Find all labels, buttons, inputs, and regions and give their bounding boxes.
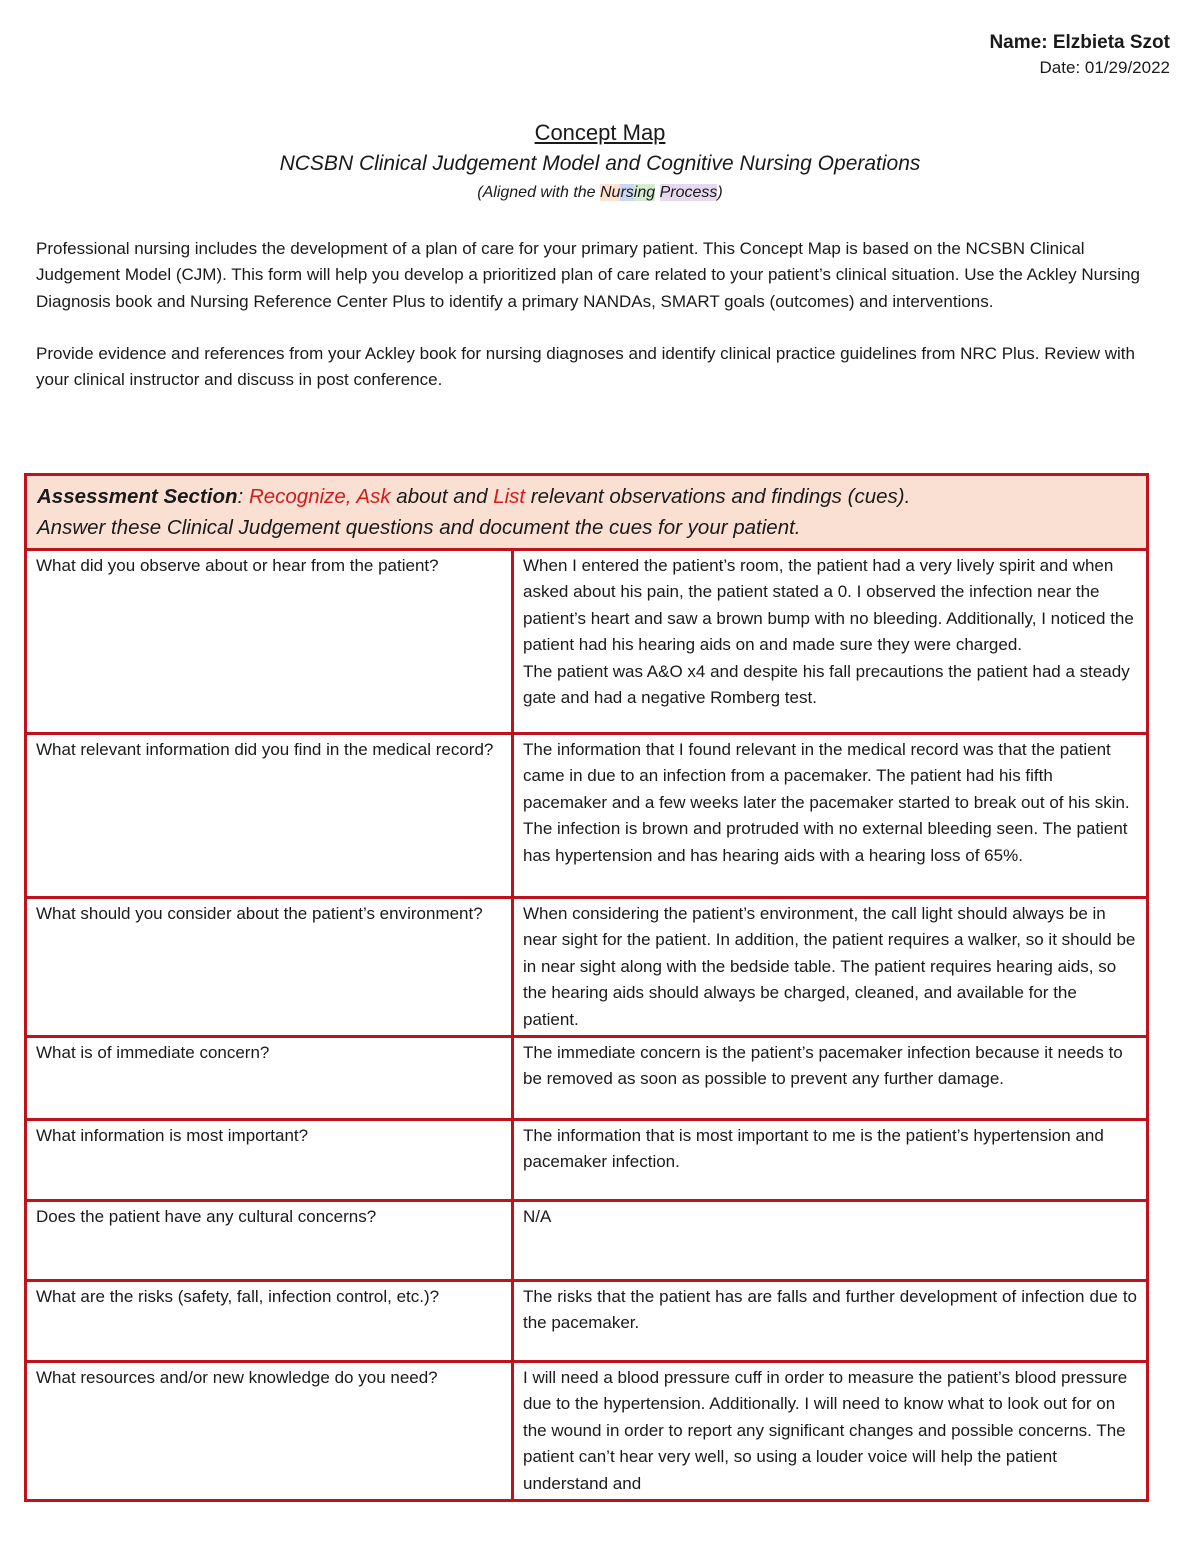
answer-cell[interactable]: [513, 898, 1148, 1037]
aligned-note: (Aligned with the Nursing Process): [477, 184, 723, 201]
answer-cell[interactable]: [513, 1362, 1148, 1501]
page-subtitle: NCSBN Clinical Judgement Model and Cognitive Nursing Operations: [279, 152, 921, 175]
question-cell: What should you consider about the patient’s environment?: [26, 898, 513, 1037]
question-cell: What information is most important?: [26, 1120, 513, 1201]
intro-paragraph: Professional nursing includes the development of a plan of care for your primary patient. This Concept Map is based on the NCSBN Clinical Judgement Model (CJM). This form will help you develop a prioritized plan of care related to your patient’s clinical situation. Use the Ackley Nursing Diagnosis book and Nursing Reference Center Plus to identify a primary NANDAs, SMART goals (outcomes) and interventions.: [36, 239, 1140, 311]
answer-cell[interactable]: [513, 550, 1148, 734]
question-cell: What did you observe about or hear from the patient?: [26, 550, 513, 734]
table-row: [26, 1120, 1148, 1201]
table-row: [26, 1037, 1148, 1120]
answer-cell[interactable]: [513, 734, 1148, 898]
answer-cell[interactable]: [513, 1281, 1148, 1362]
student-name: Name: Elzbieta Szot: [989, 32, 1170, 53]
assessment-table: [24, 473, 1149, 1502]
assessment-instruction: Answer these Clinical Judgement questions and document the cues for your patient.: [37, 516, 801, 539]
title-block: [0, 118, 1200, 206]
question-cell: Does the patient have any cultural concerns?: [26, 1201, 513, 1281]
page-title: Concept Map: [534, 120, 666, 145]
table-row: [26, 1201, 1148, 1281]
intro-text: [36, 236, 1166, 419]
answer-cell[interactable]: [513, 1120, 1148, 1201]
question-cell: What is of immediate concern?: [26, 1037, 513, 1120]
student-info: [989, 30, 1170, 80]
question-cell: What resources and/or new knowledge do you need?: [26, 1362, 513, 1501]
assessment-header-row: [26, 475, 1148, 550]
table-row: [26, 734, 1148, 898]
answer-text: N/A: [523, 1207, 552, 1227]
question-cell: What relevant information did you find in the medical record?: [26, 734, 513, 898]
answer-text: The immediate concern is the patient’s pacemaker infection because it needs to be removed as soon as possible to prevent any further damage.: [523, 1043, 1123, 1089]
table-row: [26, 1281, 1148, 1362]
intro-paragraph: Provide evidence and references from your Ackley book for nursing diagnoses and identify clinical practice guidelines from NRC Plus. Review with your clinical instructor and discuss in post conference.: [36, 343, 1135, 390]
answer-text: When I entered the patient’s room, the patient had a very lively spirit and when asked about his pain, the patient stated a 0. I observed the infection near the patient’s heart and saw a brown bump with no bleeding. Additionally, I noticed the patient had his hearing aids on and made sure they were charged.: [523, 556, 1134, 655]
answer-text: The information that I found relevant in the medical record was that the patient came in due to an infection from a pacemaker. The patient had his fifth pacemaker and a few weeks later the pacemaker started to break out of his skin. The infection is brown and protruded with no external bleeding seen. The patient has hypertension and has hearing aids with a hearing loss of 65%.: [523, 740, 1130, 865]
answer-text: The risks that the patient has are falls and further development of infection due to the pacemaker.: [523, 1287, 1138, 1333]
table-row: [26, 1362, 1148, 1501]
question-cell: What are the risks (safety, fall, infection control, etc.)?: [26, 1281, 513, 1362]
answer-cell[interactable]: [513, 1037, 1148, 1120]
table-row: [26, 550, 1148, 734]
assessment-header: [26, 475, 1148, 550]
table-row: [26, 898, 1148, 1037]
assessment-heading-line: Assessment Section: Recognize, Ask about and List relevant observations and findings (cues).: [37, 485, 911, 508]
answer-text: When considering the patient’s environment, the call light should always be in near sight for the patient. In addition, the patient requires a walker, so it should be in near sight along with the bedside table. The patient requires hearing aids, so the hearing aids should always be charged, cleaned, and available for the patient.: [523, 904, 1136, 1029]
answer-text: The patient was A&O x4 and despite his fall precautions the patient had a steady gate and had a negative Romberg test.: [523, 661, 1130, 708]
answer-text: I will need a blood pressure cuff in order to measure the patient’s blood pressure due to the hypertension. Additionally. I will need to know what to look out for on the wound in order to report any significant changes and possible concerns. The patient can’t hear very well, so using a louder voice will help the patient understand and: [523, 1368, 1128, 1493]
answer-cell[interactable]: [513, 1201, 1148, 1281]
answer-text: The information that is most important to me is the patient’s hypertension and pacemaker infection.: [523, 1126, 1104, 1172]
submission-date: Date: 01/29/2022: [1039, 58, 1170, 77]
